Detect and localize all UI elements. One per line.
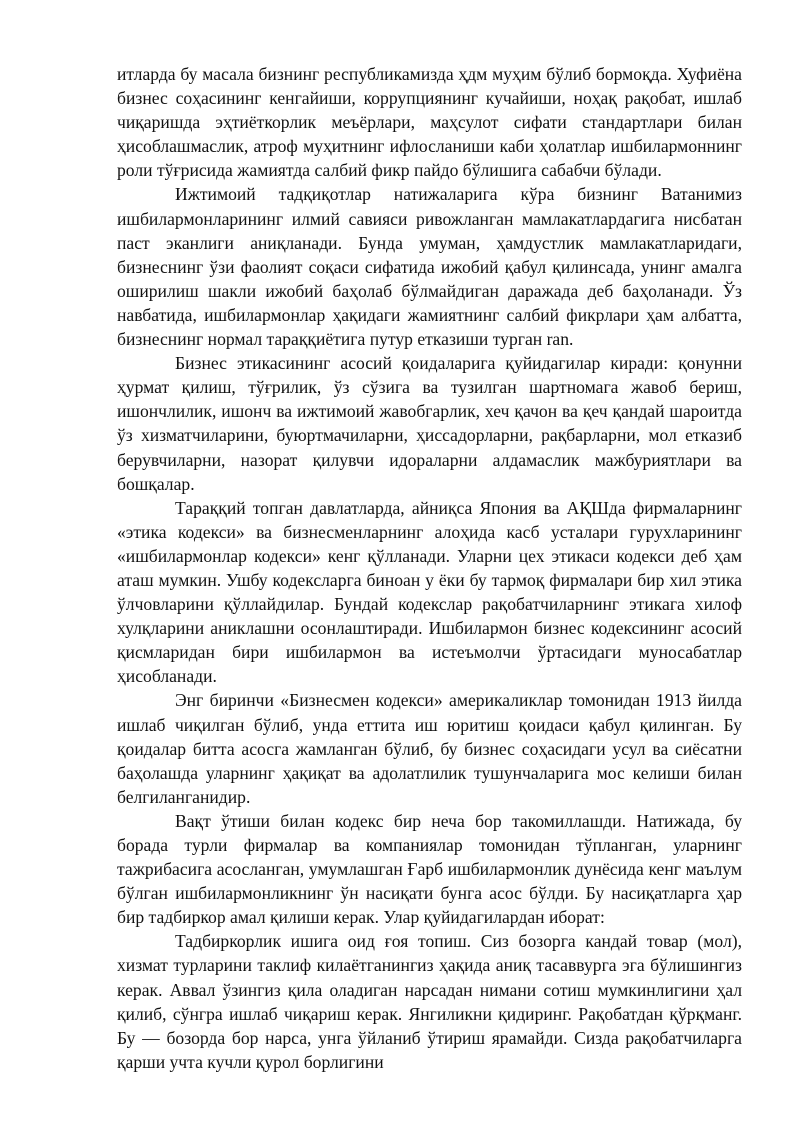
paragraph-continued: итларда бу масала бизнинг республикамизда ҳдм муҳим бўлиб бормоқда. Хуфиёна бизнес соҳасининг кенгайиши, коррупциянинг кучайиши, ноҳақ рақобат, ишлаб чиқаришда эҳтиёткорлик меъёрлари, маҳсулот сифати стандартлари билан ҳисоблашмаслик, атроф муҳитнинг ифлосланиши каби ҳолатлар ишбилармоннинг роли тўғрисида жамиятда салбий фикр пайдо бўлишига сабабчи бўлади. (117, 64, 742, 181)
paragraph-code-improvement: Вақт ўтиши билан кодекс бир неча бор такомиллашди. Натижада, бу борада турли фирмалар ва компаниялар томонидан тўпланган, уларнинг тажрибасига асосланган, умумлашган Ғарб ишбилармонлик дунёсида кенг маълум бўлган ишбилармонликнинг ўн насиқати бунга асос бўлди. Бу насиқатларга ҳар бир тадбиркор амал қилиши керак. Улар қуйидагилардан иборат: (117, 810, 742, 928)
paragraph-ethics-codes: Тараққий топган давлатларда, айниқса Япония ва АҚШда фирмаларнинг «этика кодекси» ва бизнесменларнинг алоҳида касб усталари гурухларининг «ишбилармонлар кодекси» кенг қўлланади. Уларни цех этикаси кодекси деб ҳам аташ мумкин. Ушбу кодексларга биноан у ёки бу тармоқ фирмалари бир хил этика ўлчовларини қўллайдилар. Бундай кодекслар рақобатчиларнинг этикага хилоф хулқларини аниклашни осонлаштиради. Ишбилармон бизнес кодексининг асосий қисмларидан бири ишбилармон ва истеъмолчи ўртасидаги муносабатлар ҳисобланади. (117, 497, 742, 687)
paragraph-business-ethics-rules: Бизнес этикасининг асосий қоидаларига қуйидагилар киради: қонунни ҳурмат қилиш, тўғрилик, ўз сўзига ва тузилган шартномага жавоб бериш, ишончлилик, ишонч ва ижтимоий жавобгарлик, хеч қачон ва қеч қандай шароитда ўз хизматчиларини, буюртмачиларни, ҳиссадорларни, рақбарларни, мол етказиб берувчиларни, назорат қилувчи идораларни алдамаслик мажбуриятлари ва бошқалар. (117, 353, 742, 494)
paragraph-social-research: Ижтимоий тадқиқотлар натижаларига кўра бизнинг Ватанимиз ишбилармонларининг илмий савияси ривожланган мамлакатлардагига нисбатан паст эканлиги аниқланади. Бунда умуман, ҳамдустлик мамлакатларидаги, бизнеснинг ўзи фаолият соқаси сифатида ижобий қабул қилинсада, унинг амалга оширилиш шакли ижобий баҳолаб бўлмайдиган даражада деб баҳоланади. Ўз навбатида, ишбилармонлар ҳақидаги жамиятнинг салбий фикрлари ҳам албатта, бизнеснинг нормал тараққиётига путур етказиши турган ran. (117, 184, 742, 350)
document-page (117, 62, 742, 1074)
paragraph-businessman-code-1913: Энг биринчи «Бизнесмен кодекси» америкаликлар томонидан 1913 йилда ишлаб чиқилган бўлиб, унда еттита иш юритиш қоидаси қабул қилинган. Бу қоидалар битта асосга жамланган бўлиб, бу бизнес соҳасидаги усул ва сиёсатни баҳолашда уларнинг ҳақиқат ва адолатлилик тушунчаларига мос келиши билан белгиланганидир. (117, 690, 742, 807)
paragraph-business-idea: Тадбиркорлик ишига оид ғоя топиш. Сиз бозорга кандай товар (мол), хизмат турларини таклиф килаётганингиз ҳақида аниқ тасаввурга эга бўлишингиз керак. Аввал ўзингиз қила оладиган нарсадан нимани сотиш мумкинлигини ҳал қилиб, сўнгра ишлаб чиқариш керак. Янгиликни қидиринг. Рақобатдан қўрқманг. Бу — бозорда бор нарса, унга ўйланиб ўтириш ярамайди. Сизда рақобатчиларга қарши учта кучли қурол борлигини (117, 931, 742, 1072)
